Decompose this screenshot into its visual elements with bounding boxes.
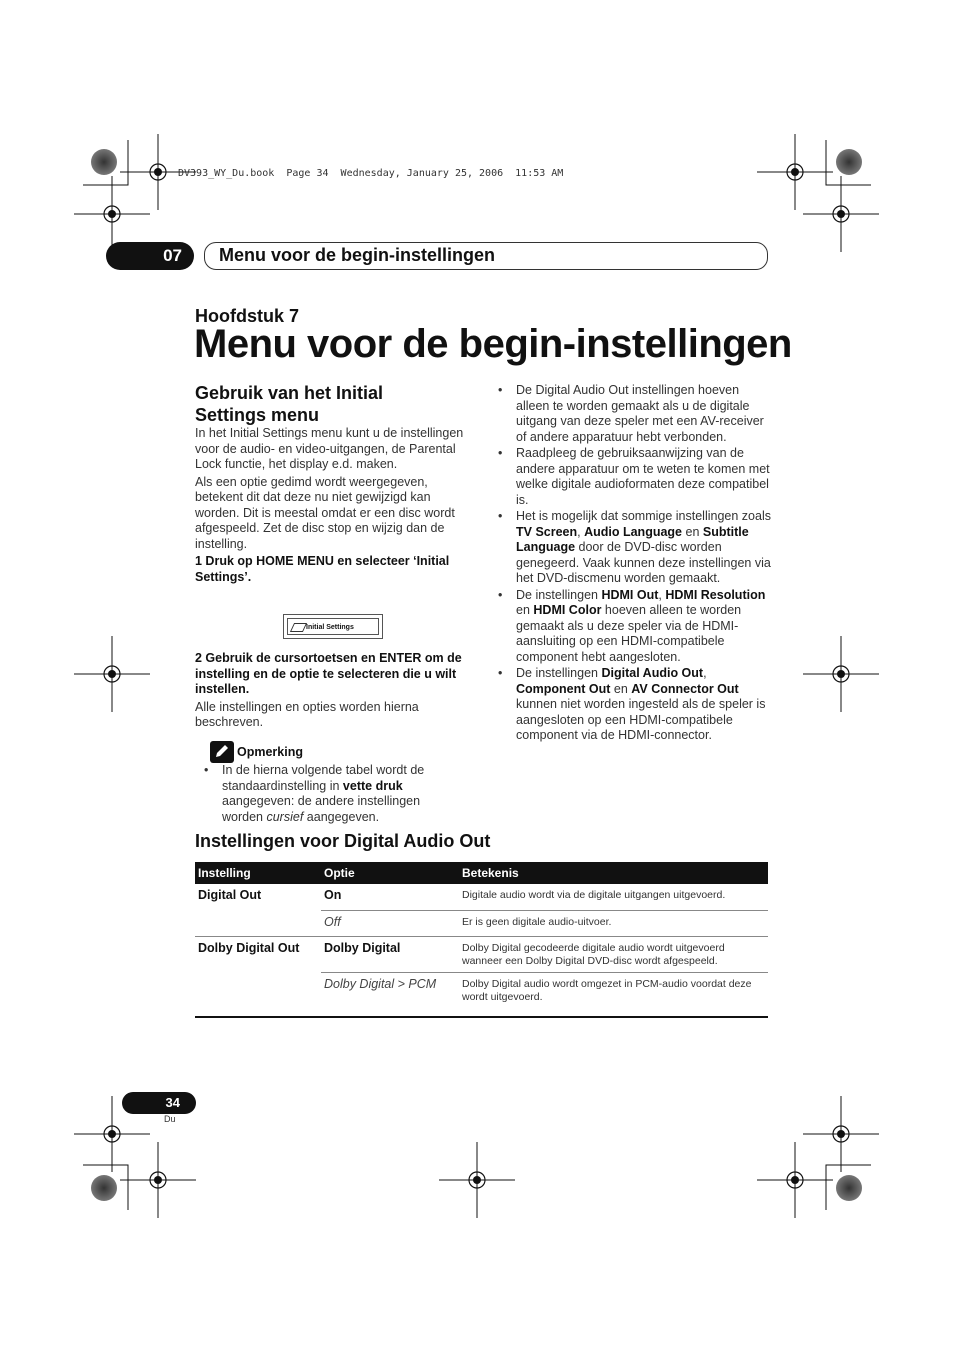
- dimmed-paragraph: Als een optie gedimd wordt weergegeven, betekent dit dat deze nu niet gewijzigd kan worden. Dit is meestal omdat er een disc wordt afgespeeld. Zet de disc stop en wijzig dan de instelling.: [195, 474, 455, 551]
- settings-icon: [290, 623, 307, 632]
- option-cell: On: [321, 884, 459, 910]
- meaning-cell: Digitale audio wordt via de digitale uitgangen uitgevoerd.: [459, 884, 768, 910]
- step-2-text: Alle instellingen en opties worden hierna beschreven.: [195, 699, 419, 729]
- left-column-lower: [195, 651, 475, 733]
- note-list: [202, 763, 452, 826]
- setting-cell: [195, 910, 321, 936]
- header-setting: Instelling: [195, 862, 321, 884]
- section-heading-digital-audio-out: Instellingen voor Digital Audio Out: [195, 831, 491, 851]
- setting-cell: Digital Out: [198, 888, 262, 902]
- setting-cell: Dolby Digital Out: [198, 940, 300, 955]
- header-meaning: Betekenis: [459, 862, 768, 884]
- option-cell: Dolby Digital: [321, 936, 459, 972]
- option-cell: Off: [321, 910, 459, 936]
- meaning-cell: Er is geen digitale audio-uitvoer.: [459, 910, 768, 936]
- table-row: [195, 972, 768, 1017]
- bullet-digital-audio-out: • De Digital Audio Out instellingen hoeven alleen te worden gemaakt als u de digitale uitgang van deze speler met een AV-receiver of andere apparatuur hebt verbonden.: [496, 383, 771, 445]
- header-option: Optie: [321, 862, 459, 884]
- right-bullet-list: [496, 383, 771, 745]
- left-column: [195, 382, 475, 587]
- table-header-row: [195, 862, 768, 884]
- initial-settings-menu-item: [283, 614, 383, 639]
- setting-cell: [195, 972, 321, 1017]
- page-title: Menu voor de begin-instellingen: [194, 322, 792, 366]
- page-number: 34: [122, 1092, 196, 1114]
- step-2: 2 Gebruik de cursortoetsen en ENTER om de instelling en de optie te selecteren die u wilt instellen.: [195, 651, 462, 696]
- option-cell: Dolby Digital > PCM: [321, 972, 459, 1017]
- step-1: 1 Druk op HOME MENU en selecteer ‘Initial Settings’.: [195, 554, 450, 584]
- note-item: • In de hierna volgende tabel wordt de standaardinstelling in vette druk aangegeven: de andere instellingen worden cursief aangegeven.: [202, 763, 452, 825]
- intro-paragraph: In het Initial Settings menu kunt u de instellingen voor de audio- en video-uitgangen, de Parental Lock functie, het display e.d. maken.: [195, 426, 464, 471]
- bullet-hdmi-restrictions: • De instellingen Digital Audio Out, Component Out en AV Connector Out kunnen niet worden ingesteld als de speler is aangesloten op een HDMI-compatibele component via de HDMI-connector.: [496, 666, 771, 744]
- table-row: [195, 884, 768, 910]
- menu-item-label: Initial Settings: [306, 624, 354, 631]
- pencil-icon: [210, 741, 234, 763]
- section-heading-initial-settings: Gebruik van het Initial Settings menu: [195, 383, 384, 425]
- settings-table: [195, 862, 768, 1018]
- bullet-consult-manual: • Raadpleeg de gebruiksaanwijzing van de andere apparatuur om te weten te komen met welke digitale audioformaten deze compatibel is.: [496, 446, 771, 508]
- meaning-cell: Dolby Digital gecodeerde digitale audio wordt uitgevoerd wanneer een Dolby Digital DVD-disc wordt afgespeeld.: [459, 936, 768, 972]
- table-row: [195, 936, 768, 972]
- chapter-header-bar: Menu voor de begin-instellingen: [204, 242, 768, 270]
- note-title: Opmerking: [237, 745, 303, 759]
- bullet-hdmi-settings: • De instellingen HDMI Out, HDMI Resolution en HDMI Color hoeven alleen te worden gemaakt als u deze speler via de HDMI-aansluiting op een HDMI-compatibele component hebt aangesloten.: [496, 588, 771, 666]
- chapter-number-tab: 07: [106, 242, 194, 270]
- bullet-ignored-settings: • Het is mogelijk dat sommige instellingen zoals TV Screen, Audio Language en Subtitle Language door de DVD-disc worden genegeerd. Vaak kunnen deze instellingen via het DVD-discmenu worden gemaakt.: [496, 509, 771, 587]
- book-info-line: DV393_WY_Du.book Page 34 Wednesday, January 25, 2006 11:53 AM: [178, 168, 564, 179]
- table-row: [195, 910, 768, 936]
- page-language: Du: [164, 1114, 176, 1124]
- meaning-cell: Dolby Digital audio wordt omgezet in PCM-audio voordat deze wordt uitgevoerd.: [459, 972, 768, 1017]
- chapter-label: Hoofdstuk 7: [195, 306, 300, 326]
